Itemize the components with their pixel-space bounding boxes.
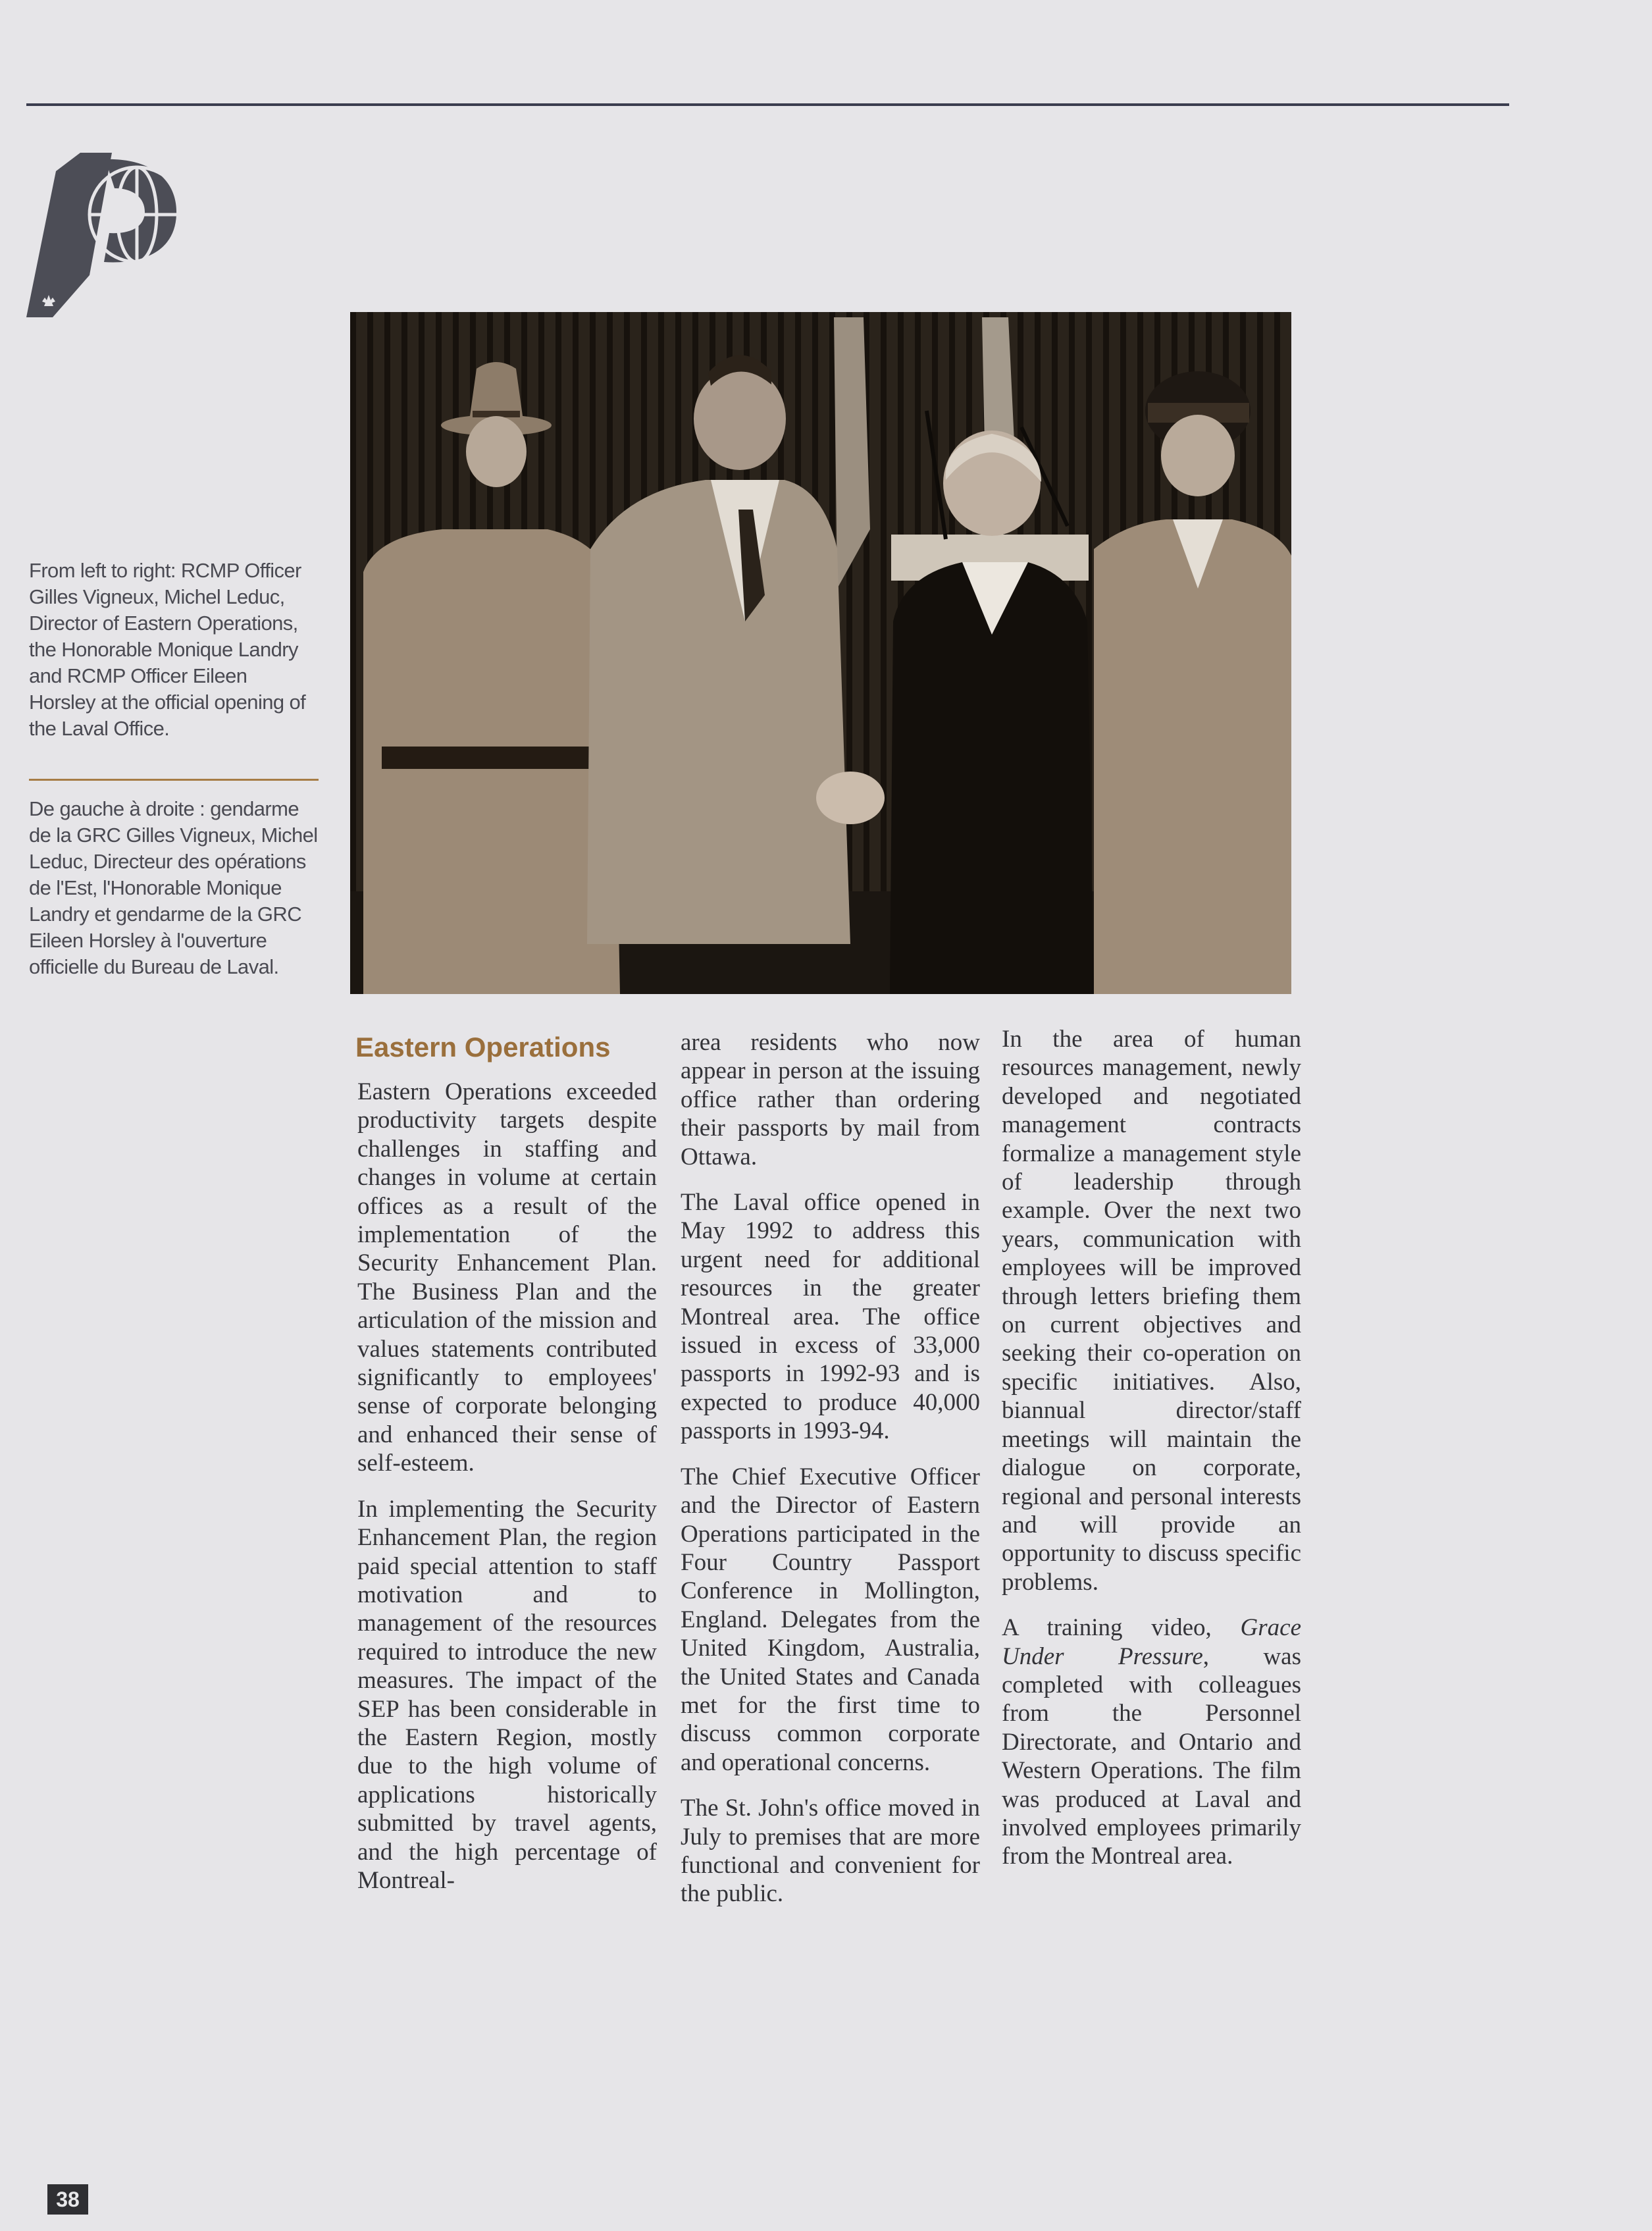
article-column-1 [357,1078,657,1912]
passport-p-globe-logo-icon [26,151,178,323]
article-column-2 [681,1028,980,1926]
article-column-3 [1002,1025,1301,1888]
article-paragraph: The Laval office opened in May 1992 to address this urgent need for additional resources in the greater Montreal area. The office issued in excess of 33,000 passports in 1992-93 and is expected to produce 40,000 passports in 1993-94. [681,1189,980,1445]
photo-caption-english: From left to right: RCMP Officer Gilles Vigneux, Michel Leduc, Director of Eastern Operations, the Honorable Monique Landry and RCMP Officer Eileen Horsley at the official opening of the Laval Office. [29,559,306,740]
text-run: A training video, [1002,1614,1241,1642]
text-run: , was completed with colleagues from the Personnel Directorate, and Ontario and Western Operations. The film was produced at Laval and involved employees primarily from the Montreal area. [1002,1642,1302,1870]
article-paragraph-training-video [1002,1614,1301,1871]
official-opening-photograph [350,312,1291,994]
section-heading: Eastern Operations [355,1032,611,1063]
page-number: 38 [47,2184,88,2215]
article-paragraph: In implementing the Security Enhancement Plan, the region paid special attention to staff motivation and to management of the resources required to introduce the new measures. The impact of the SEP has been considerable in the Eastern Region, mostly due to the high volume of applications historically submitted by travel agents, and the high percentage of Montreal- [357,1495,657,1894]
article-paragraph: The Chief Executive Officer and the Director of Eastern Operations participated in the Four Country Passport Conference in Mollington, England. Delegates from the United Kingdom, Australia, the United States and Canada met for the first time to discuss common corporate and operational concerns. [681,1463,980,1776]
caption-divider [29,779,319,781]
top-rule [26,103,1509,106]
article-paragraph: Eastern Operations exceeded productivity targets despite challenges in staffing and changes in volume at certain offices as a result of the implementation of the Security Enhancement Plan. The Business Plan and the articulation of the mission and values statements contributed significantly to employees' sense of corporate belonging and enhanced their sense of self-esteem. [357,1078,657,1477]
video-title: Grace Under Pressure [1002,1614,1301,1670]
article-paragraph: area residents who now appear in person at the issuing office rather than ordering their passports by mail from Ottawa. [681,1029,980,1170]
photo-caption-french: De gauche à droite : gendarme de la GRC Gilles Vigneux, Michel Leduc, Directeur des opérations de l'Est, l'Honorable Monique Landry et gendarme de la GRC Eileen Horsley à l'ouverture officielle du Bureau de Laval. [29,797,318,978]
article-paragraph: In the area of human resources management, newly developed and negotiated management contracts formalize a management style of leadership through example. Over the next two years, communication with employees will be improved through letters briefing them on current objectives and seeking their co-operation on specific initiatives. Also, biannual director/staff meetings will maintain the dialogue on corporate, regional and personal interests and will provide an opportunity to discuss specific problems. [1002,1026,1301,1596]
article-paragraph: The St. John's office moved in July to premises that are more functional and convenient for the public. [681,1795,980,1908]
